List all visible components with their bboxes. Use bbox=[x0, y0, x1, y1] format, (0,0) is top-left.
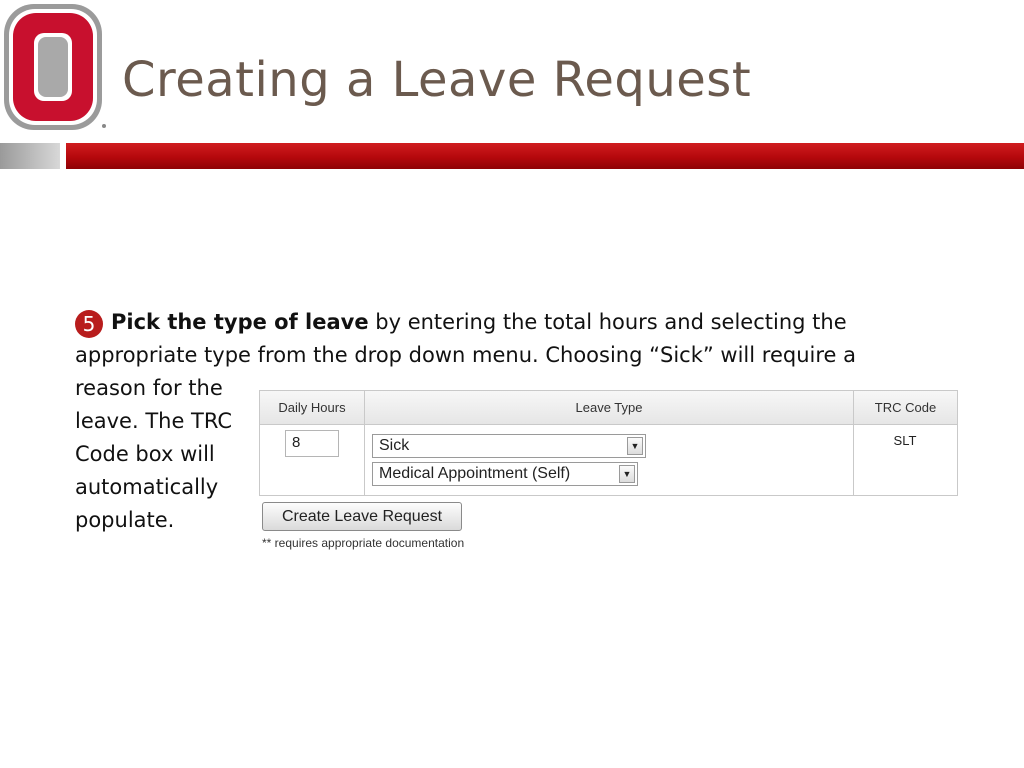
instruction-bold-text: Pick the type of leave bbox=[111, 310, 369, 334]
leave-request-table bbox=[259, 390, 958, 496]
dropdown-arrow-icon[interactable]: ▼ bbox=[619, 465, 635, 483]
column-divider bbox=[853, 391, 854, 495]
instruction-text: by entering the total hours and selecting the appropriate type from the drop down menu. Choosing “Sick” will require a bbox=[75, 310, 856, 367]
dropdown-arrow-icon[interactable]: ▼ bbox=[627, 437, 643, 455]
step-number-badge: 5 bbox=[75, 310, 103, 338]
header-trc-code: TRC Code bbox=[874, 400, 937, 415]
daily-hours-input[interactable]: 8 bbox=[285, 430, 339, 457]
header-leave-type: Leave Type bbox=[575, 400, 643, 415]
documentation-footnote: ** requires appropriate documentation bbox=[262, 536, 465, 550]
header-daily-hours: Daily Hours bbox=[278, 400, 346, 415]
trc-code-value: SLT bbox=[893, 433, 917, 448]
leave-type-selected-value: Sick bbox=[379, 437, 410, 454]
slide-title: Creating a Leave Request bbox=[122, 52, 752, 108]
leave-reason-selected-value: Medical Appointment (Self) bbox=[379, 465, 571, 482]
leave-reason-select[interactable] bbox=[372, 462, 638, 486]
leave-type-select[interactable] bbox=[372, 434, 646, 458]
header-bar-gray bbox=[0, 143, 60, 169]
create-leave-request-button[interactable]: Create Leave Request bbox=[262, 502, 462, 531]
header-bar-red bbox=[66, 143, 1024, 169]
column-divider bbox=[364, 391, 365, 495]
instruction-paragraph bbox=[75, 306, 915, 372]
ohio-state-logo-icon bbox=[2, 2, 106, 132]
instruction-continued-text: reason for the leave. The TRC Code box will automatically populate. bbox=[75, 376, 233, 532]
